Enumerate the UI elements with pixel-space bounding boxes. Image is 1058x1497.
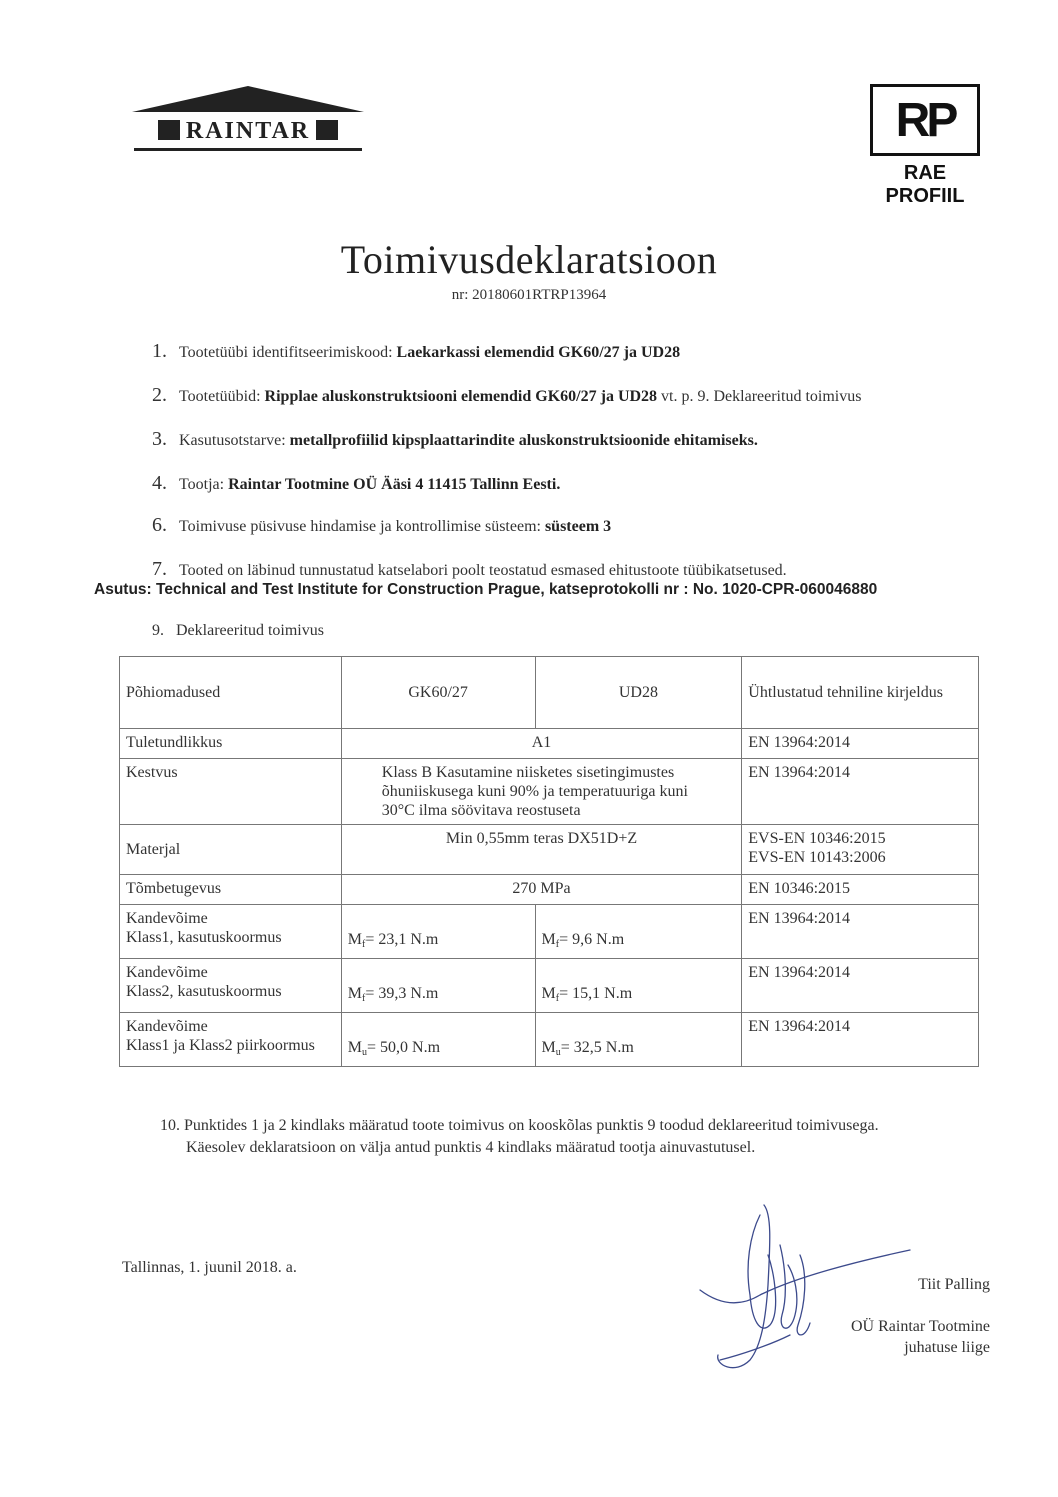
row-spec: EN 13964:2014 (742, 759, 979, 825)
item-4: 4. Tootja: Raintar Tootmine OÜ Ääsi 4 11415 Tallinn Eesti. (152, 472, 561, 494)
gk-value: $M_u= 50,0$ N.m (341, 1013, 535, 1067)
row-spec: EN 10346:2015 (742, 875, 979, 905)
header-essential-characteristics: Põhiomadused (120, 657, 342, 729)
item-3: 3. Kasutusotstarve: metallprofiilid kipsplaattarindite aluskonstruktsioonide ehitamiseks. (152, 428, 758, 450)
header-gk60-27: GK60/27 (341, 657, 535, 729)
document-number: nr: 20180601RTRP13964 (451, 287, 607, 303)
signatory-company: OÜ Raintar Tootmine (850, 1318, 990, 1335)
signatory-name: Tiit Palling (918, 1276, 990, 1293)
row-value: Min 0,55mm teras DX51D+Z (341, 825, 742, 875)
row-spec: EN 13964:2014 (742, 959, 979, 1013)
header-harmonised-spec: Ühtlustatud tehniline kirjeldus (742, 657, 979, 729)
table-row (120, 959, 979, 1013)
rae-profiil-text: RAE PROFIIL (885, 162, 965, 207)
row-spec: EN 13964:2014 (742, 729, 979, 759)
rae-profiil-logo (866, 84, 984, 207)
gk-value: $M_f= 39,3$ N.m (341, 959, 535, 1013)
table-row (120, 759, 979, 825)
row-value: 270 MPa (341, 875, 742, 905)
ud-value: $M_u= 32,5$ N.m (535, 1013, 742, 1067)
item-6: 6. Toimivuse püsivuse hindamise ja kontrollimise süsteem: süsteem 3 (152, 514, 612, 536)
row-property: Kandevõime Klass1 ja Klass2 piirkoormus (120, 1013, 342, 1067)
signatory-role: juhatuse liige (904, 1339, 990, 1356)
row-spec: EVS-EN 10346:2015 EVS-EN 10143:2006 (742, 825, 979, 875)
header-ud28: UD28 (535, 657, 742, 729)
place-date: Tallinnas, 1. juunil 2018. a. (122, 1259, 297, 1276)
rp-monogram: RP (895, 94, 955, 147)
gk-value: $M_f= 23,1$ N.m (341, 905, 535, 959)
table-row (120, 1013, 979, 1067)
section-10-line-2: Käesolev deklaratsioon on välja antud punktis 4 kindlaks määratud tootja ainuvastutusel. (186, 1139, 756, 1156)
row-property: Kandevõime Klass1, kasutuskoormus (120, 905, 342, 959)
row-property: Tõmbetugevus (120, 875, 342, 905)
table-header-row (120, 657, 979, 729)
item-1: 1. Tootetüübi identifitseerimiskood: Laekarkassi elemendid GK60/27 ja UD28 (152, 340, 681, 362)
roof-icon (128, 80, 368, 120)
row-value: A1 (341, 729, 742, 759)
item-2: 2. Tootetüübid: Ripplae aluskonstruktsiooni elemendid GK60/27 ja UD28 vt. p. 9. Deklareeritud toimivus (152, 384, 862, 406)
table-row (120, 905, 979, 959)
testing-agency: Asutus: Technical and Test Institute for Construction Prague, katseprotokolli nr : No. 1020-CPR-060046880 (94, 581, 878, 598)
row-property: Kandevõime Klass2, kasutuskoormus (120, 959, 342, 1013)
row-spec: EN 13964:2014 (742, 905, 979, 959)
item-7: 7. Tooted on läbinud tunnustatud katselabori poolt teostatud esmased ehitustoote tüübikatsetused. (152, 558, 787, 580)
page-title: Toimivusdeklaratsioon (340, 237, 718, 282)
ud-value: $M_f= 15,1$ N.m (535, 959, 742, 1013)
row-property: Tuletundlikkus (120, 729, 342, 759)
rp-monogram-box (870, 84, 980, 156)
handwritten-signature (690, 1195, 920, 1375)
table-row (120, 875, 979, 905)
row-property: Kestvus (120, 759, 342, 825)
section-9-heading: 9. Deklareeritud toimivus (152, 622, 324, 639)
row-value: Klass B Kasutamine niisketes sisetingimustes õhuniiskusega kuni 90% ja temperatuuriga kuni 30°C ilma söövitava reostuseta (341, 759, 742, 825)
raintar-logo-text: RAINTAR (128, 118, 368, 145)
table-row (120, 729, 979, 759)
performance-table (119, 656, 979, 1067)
raintar-logo (128, 80, 368, 160)
table-row (120, 825, 979, 875)
ud-value: $M_f= 9,6$ N.m (535, 905, 742, 959)
row-property: Materjal (120, 825, 342, 875)
section-10-line-1: 10. Punktides 1 ja 2 kindlaks määratud toote toimivus on kooskõlas punktis 9 toodud deklareeritud toimivusega. (160, 1117, 879, 1134)
row-spec: EN 13964:2014 (742, 1013, 979, 1067)
